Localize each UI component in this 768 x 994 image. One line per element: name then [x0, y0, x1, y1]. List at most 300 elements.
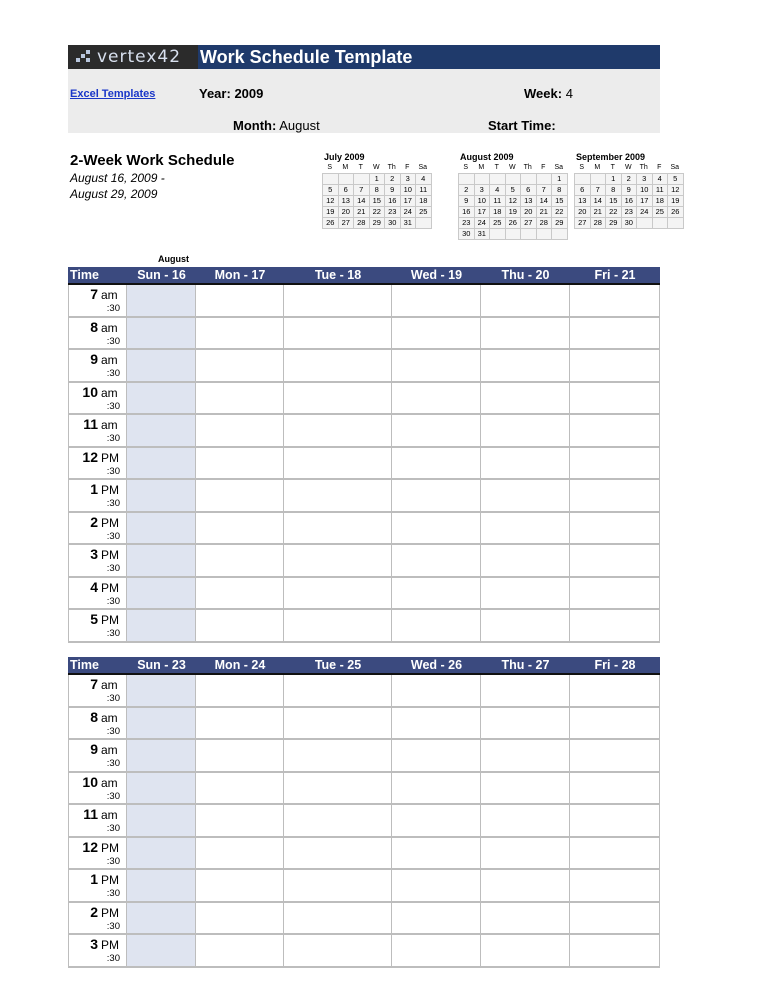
schedule-slot[interactable] — [392, 675, 481, 706]
mini-calendar-weekday: W — [372, 164, 380, 171]
hour-hour: 2 — [90, 903, 98, 920]
mini-calendar-day: 18 — [490, 207, 506, 218]
mini-calendar-day: 18 — [416, 196, 432, 207]
hour-hour: 12 — [82, 448, 98, 465]
mini-calendar-day — [668, 218, 684, 229]
schedule-slot[interactable] — [127, 935, 196, 966]
schedule-slot[interactable] — [481, 545, 570, 576]
logo-mark-icon — [76, 50, 92, 64]
schedule-slot[interactable] — [570, 870, 660, 901]
hour-half: :30 — [106, 628, 120, 639]
schedule-slot[interactable] — [127, 773, 196, 804]
schedule-slot[interactable] — [570, 350, 660, 381]
hour-cell — [68, 610, 127, 641]
mini-calendar-day: 22 — [370, 207, 386, 218]
mini-calendar-day: 27 — [339, 218, 355, 229]
hour-ampm: PM — [101, 905, 119, 920]
hour-half: :30 — [106, 595, 120, 607]
mini-calendar-day: 11 — [653, 185, 669, 196]
schedule-slot[interactable] — [481, 383, 570, 414]
schedule-slot[interactable] — [127, 350, 196, 381]
mini-calendar-august — [458, 152, 568, 240]
schedule-slot[interactable] — [392, 805, 481, 836]
hour-cell — [68, 545, 127, 576]
hour-hour: 7 — [90, 286, 98, 302]
mini-calendar-day: 7 — [354, 185, 370, 196]
year-field — [199, 86, 263, 101]
hour-half: :30 — [106, 823, 120, 834]
schedule-slot[interactable] — [481, 903, 570, 934]
mini-calendar-day: 28 — [591, 218, 607, 229]
mini-calendar-day: 9 — [459, 196, 475, 207]
schedule-slot[interactable] — [284, 675, 392, 706]
schedule-slot[interactable] — [392, 513, 481, 544]
mini-calendar-day: 19 — [323, 207, 339, 218]
schedule-slot[interactable] — [127, 805, 196, 836]
hour-half: :30 — [106, 498, 120, 509]
hour-hour: 7 — [90, 676, 98, 692]
schedule-slot[interactable] — [481, 448, 570, 479]
day-column-header: Thu - 20 — [501, 268, 550, 282]
schedule-slot[interactable] — [196, 675, 284, 706]
schedule-slot[interactable] — [481, 675, 570, 706]
hour-half: :30 — [106, 563, 120, 574]
mini-calendar-day: 18 — [653, 196, 669, 207]
schedule-slot[interactable] — [284, 870, 392, 901]
hour-ampm: am — [101, 775, 118, 790]
hour-hour: 12 — [82, 838, 98, 855]
schedule-slot[interactable] — [196, 350, 284, 381]
schedule-slot[interactable] — [196, 610, 284, 641]
mini-calendar-day: 23 — [459, 218, 475, 229]
mini-calendar-weekday: Th — [523, 164, 532, 171]
hour-ampm: PM — [101, 548, 119, 562]
mini-calendar-day: 14 — [591, 196, 607, 207]
table-month-label: August — [158, 254, 189, 264]
mini-calendar-day: 25 — [653, 207, 669, 218]
mini-calendar-weekday: T — [494, 164, 499, 171]
hour-hour: 4 — [90, 578, 98, 595]
schedule-slot[interactable] — [392, 610, 481, 641]
mini-calendar-weekday: M — [478, 164, 485, 171]
schedule-slot[interactable] — [481, 578, 570, 609]
schedule-slot[interactable] — [127, 318, 196, 349]
schedule-slot[interactable] — [127, 448, 196, 479]
week-field — [524, 86, 573, 101]
schedule-slot[interactable] — [481, 318, 570, 349]
mini-calendar-weekday: T — [610, 164, 615, 171]
mini-calendar-weekday: M — [342, 164, 349, 171]
hour-ampm: PM — [101, 613, 119, 627]
hour-row — [68, 675, 660, 708]
hour-row — [68, 740, 660, 773]
schedule-slot[interactable] — [570, 903, 660, 934]
schedule-slot[interactable] — [392, 448, 481, 479]
hour-cell — [68, 935, 127, 966]
schedule-slot[interactable] — [570, 708, 660, 739]
hour-half: :30 — [106, 855, 120, 867]
schedule-slot[interactable] — [284, 285, 392, 316]
hour-row — [68, 318, 660, 351]
schedule-slot[interactable] — [284, 513, 392, 544]
schedule-slot[interactable] — [127, 285, 196, 316]
schedule-slot[interactable] — [196, 935, 284, 966]
schedule-slot[interactable] — [284, 773, 392, 804]
mini-calendar-day: 24 — [475, 218, 491, 229]
schedule-slot[interactable] — [481, 285, 570, 316]
mini-calendar-day: 16 — [385, 196, 401, 207]
hour-ampm: am — [101, 320, 118, 335]
schedule-slot[interactable] — [481, 708, 570, 739]
schedule-slot[interactable] — [392, 383, 481, 414]
schedule-slot[interactable] — [196, 708, 284, 739]
mini-calendar-day: 9 — [385, 185, 401, 196]
mini-calendar-weekday: W — [508, 164, 516, 171]
schedule-slot[interactable] — [570, 285, 660, 316]
schedule-slot[interactable] — [392, 545, 481, 576]
schedule-slot[interactable] — [481, 350, 570, 381]
schedule-slot[interactable] — [284, 480, 392, 511]
schedule-slot[interactable] — [570, 448, 660, 479]
hour-cell — [68, 740, 127, 771]
mini-calendar-weekday: S — [327, 164, 333, 171]
schedule-slot[interactable] — [196, 448, 284, 479]
schedule-slot[interactable] — [127, 383, 196, 414]
hour-half: :30 — [106, 465, 120, 477]
hour-cell — [68, 578, 127, 609]
schedule-slot[interactable] — [196, 740, 284, 771]
schedule-slot[interactable] — [481, 513, 570, 544]
schedule-slot[interactable] — [392, 935, 481, 966]
mini-calendar-day: 19 — [506, 207, 522, 218]
schedule-slot[interactable] — [196, 545, 284, 576]
schedule-slot[interactable] — [570, 383, 660, 414]
schedule-slot[interactable] — [570, 740, 660, 771]
mini-calendar-day — [653, 218, 669, 229]
mini-calendar-day: 8 — [552, 185, 568, 196]
mini-calendar-day: 4 — [653, 174, 669, 185]
day-column-header: Sun - 23 — [137, 658, 186, 672]
schedule-slot[interactable] — [481, 870, 570, 901]
info-band — [68, 69, 660, 133]
mini-calendar-day — [521, 174, 537, 185]
hour-half: :30 — [106, 433, 120, 444]
mini-calendar-weekday: Sa — [670, 164, 680, 171]
schedule-slot[interactable] — [392, 870, 481, 901]
schedule-slot[interactable] — [284, 610, 392, 641]
schedule-slot[interactable] — [196, 415, 284, 446]
schedule-slot[interactable] — [570, 578, 660, 609]
hour-half: :30 — [106, 725, 120, 737]
mini-calendar-weekday: F — [541, 164, 546, 171]
hour-row — [68, 578, 660, 611]
schedule-slot[interactable] — [127, 708, 196, 739]
hour-ampm: am — [101, 743, 118, 757]
mini-calendar-day — [490, 174, 506, 185]
schedule-slot[interactable] — [196, 285, 284, 316]
mini-calendar-day: 10 — [401, 185, 417, 196]
schedule-slot[interactable] — [570, 318, 660, 349]
schedule-slot[interactable] — [570, 773, 660, 804]
schedule-slot[interactable] — [284, 708, 392, 739]
month-value[interactable]: August — [279, 118, 320, 133]
schedule-slot[interactable] — [127, 545, 196, 576]
mini-calendar-weekday: Sa — [418, 164, 428, 171]
mini-calendar-days — [458, 173, 568, 240]
month-label: Month: — [233, 118, 277, 133]
mini-calendar-day: 26 — [668, 207, 684, 218]
schedule-slot[interactable] — [570, 610, 660, 641]
hour-hour: 1 — [90, 871, 98, 887]
schedule-slot[interactable] — [284, 350, 392, 381]
hour-half: :30 — [106, 953, 120, 964]
start-time-field — [488, 118, 556, 133]
hour-half: :30 — [106, 758, 120, 769]
schedule-slot[interactable] — [392, 903, 481, 934]
hour-cell — [68, 415, 127, 446]
mini-calendar-day: 26 — [506, 218, 522, 229]
mini-calendar-day: 2 — [385, 174, 401, 185]
mini-calendar-day — [490, 229, 506, 240]
mini-calendar-day: 20 — [521, 207, 537, 218]
schedule-slot[interactable] — [196, 513, 284, 544]
mini-calendar-day: 12 — [323, 196, 339, 207]
schedule-slot[interactable] — [392, 578, 481, 609]
schedule-slot[interactable] — [196, 903, 284, 934]
hour-half: :30 — [106, 368, 120, 379]
schedule-slot[interactable] — [570, 545, 660, 576]
schedule-slot[interactable] — [570, 480, 660, 511]
mini-calendar-september — [574, 152, 684, 229]
mini-calendar-weekdays — [458, 163, 568, 173]
schedule-slot[interactable] — [481, 935, 570, 966]
schedule-slot[interactable] — [196, 870, 284, 901]
mini-calendar-day — [506, 229, 522, 240]
hour-row — [68, 838, 660, 871]
day-column-header: Tue - 25 — [314, 658, 362, 672]
schedule-slot[interactable] — [196, 480, 284, 511]
hour-hour: 9 — [90, 351, 98, 367]
hour-ampm: am — [101, 353, 118, 367]
hour-cell — [68, 318, 127, 349]
mini-calendar-day: 30 — [622, 218, 638, 229]
schedule-slot[interactable] — [196, 805, 284, 836]
mini-calendar-day — [552, 229, 568, 240]
schedule-slot[interactable] — [570, 805, 660, 836]
mini-calendar-day: 24 — [401, 207, 417, 218]
vertex42-logo[interactable] — [68, 45, 198, 69]
schedule-slot[interactable] — [392, 708, 481, 739]
day-column-header: Sun - 16 — [137, 268, 186, 282]
schedule-slot[interactable] — [127, 578, 196, 609]
schedule-slot[interactable] — [570, 675, 660, 706]
mini-calendar-day: 29 — [370, 218, 386, 229]
hour-hour: 9 — [90, 741, 98, 757]
mini-calendar-day: 24 — [637, 207, 653, 218]
schedule-slot[interactable] — [284, 448, 392, 479]
week-1-schedule — [68, 267, 660, 643]
schedule-slot[interactable] — [392, 740, 481, 771]
schedule-slot[interactable] — [127, 870, 196, 901]
schedule-slot[interactable] — [127, 415, 196, 446]
mini-calendar-day: 1 — [370, 174, 386, 185]
schedule-slot[interactable] — [284, 545, 392, 576]
mini-calendar-title: August 2009 — [460, 152, 514, 162]
schedule-slot[interactable] — [196, 578, 284, 609]
mini-calendar-day: 5 — [506, 185, 522, 196]
schedule-range — [70, 170, 165, 202]
year-value[interactable]: 2009 — [234, 86, 264, 101]
mini-calendar-day: 27 — [521, 218, 537, 229]
hour-ampm: am — [101, 385, 118, 400]
mini-calendar-day — [323, 174, 339, 185]
mini-calendar-day: 9 — [622, 185, 638, 196]
hour-half: :30 — [106, 920, 120, 932]
hour-hour: 5 — [90, 611, 98, 627]
schedule-slot[interactable] — [481, 610, 570, 641]
hour-hour: 8 — [90, 318, 98, 335]
schedule-slot[interactable] — [284, 805, 392, 836]
mini-calendar-day: 26 — [323, 218, 339, 229]
schedule-slot[interactable] — [570, 935, 660, 966]
schedule-slot[interactable] — [127, 610, 196, 641]
schedule-slot[interactable] — [481, 773, 570, 804]
schedule-slot[interactable] — [196, 773, 284, 804]
year-label: Year: — [199, 86, 231, 101]
hour-half: :30 — [106, 400, 120, 412]
day-column-header: Fri - 28 — [594, 658, 636, 672]
day-column-header: Wed - 26 — [410, 658, 463, 672]
mini-calendar-day: 30 — [459, 229, 475, 240]
schedule-slot[interactable] — [127, 513, 196, 544]
schedule-slot[interactable] — [127, 903, 196, 934]
day-column-header: Wed - 19 — [410, 268, 463, 282]
schedule-slot[interactable] — [392, 838, 481, 869]
mini-calendar-day: 8 — [606, 185, 622, 196]
hour-row — [68, 903, 660, 936]
mini-calendar-day: 23 — [622, 207, 638, 218]
schedule-slot[interactable] — [284, 903, 392, 934]
schedule-slot[interactable] — [127, 740, 196, 771]
week-value[interactable]: 4 — [565, 86, 573, 101]
mini-calendar-day: 17 — [637, 196, 653, 207]
mini-calendar-weekdays — [322, 163, 432, 173]
hour-half: :30 — [106, 335, 120, 347]
hour-row — [68, 350, 660, 383]
mini-calendar-day: 14 — [354, 196, 370, 207]
mini-calendar-day — [416, 218, 432, 229]
mini-calendar-weekday: Th — [639, 164, 648, 171]
schedule-slot[interactable] — [392, 285, 481, 316]
schedule-slot[interactable] — [284, 838, 392, 869]
hour-ampm: PM — [101, 873, 119, 887]
hour-row — [68, 773, 660, 806]
mini-calendar-weekday: Sa — [554, 164, 564, 171]
mini-calendar-day: 28 — [537, 218, 553, 229]
schedule-slot[interactable] — [284, 318, 392, 349]
schedule-slot[interactable] — [284, 383, 392, 414]
mini-calendar-day — [506, 174, 522, 185]
mini-calendar-day — [354, 174, 370, 185]
schedule-slot[interactable] — [570, 415, 660, 446]
mini-calendar-day: 3 — [637, 174, 653, 185]
hour-hour: 3 — [90, 936, 98, 952]
mini-calendar-day — [637, 218, 653, 229]
schedule-slot[interactable] — [392, 480, 481, 511]
mini-calendar-day — [575, 174, 591, 185]
hour-cell — [68, 480, 127, 511]
hour-hour: 2 — [90, 513, 98, 530]
mini-calendar-title: July 2009 — [324, 152, 365, 162]
hour-ampm: PM — [101, 580, 119, 595]
mini-calendar-day: 21 — [591, 207, 607, 218]
time-column-header: Time — [70, 658, 99, 672]
schedule-slot[interactable] — [284, 740, 392, 771]
schedule-slot[interactable] — [481, 838, 570, 869]
schedule-slot[interactable] — [127, 838, 196, 869]
schedule-slot[interactable] — [481, 740, 570, 771]
schedule-slot[interactable] — [284, 578, 392, 609]
schedule-slot[interactable] — [284, 935, 392, 966]
mini-calendar-day: 8 — [370, 185, 386, 196]
mini-calendar-day: 10 — [637, 185, 653, 196]
mini-calendar-day: 29 — [606, 218, 622, 229]
mini-calendar-day: 12 — [668, 185, 684, 196]
schedule-slot[interactable] — [196, 838, 284, 869]
mini-calendar-day: 13 — [521, 196, 537, 207]
excel-templates-link[interactable]: Excel Templates — [70, 88, 156, 100]
hour-hour: 11 — [83, 416, 98, 432]
schedule-slot[interactable] — [481, 415, 570, 446]
mini-calendar-day: 5 — [323, 185, 339, 196]
schedule-slot[interactable] — [392, 318, 481, 349]
mini-calendar-day: 29 — [552, 218, 568, 229]
mini-calendar-day: 30 — [385, 218, 401, 229]
week-header-row — [68, 267, 660, 285]
mini-calendar-weekday: Th — [387, 164, 396, 171]
schedule-slot[interactable] — [284, 415, 392, 446]
hour-cell — [68, 350, 127, 381]
hour-cell — [68, 513, 127, 544]
mini-calendar-weekday: F — [657, 164, 662, 171]
schedule-slot[interactable] — [196, 383, 284, 414]
schedule-slot[interactable] — [196, 318, 284, 349]
schedule-slot[interactable] — [481, 480, 570, 511]
mini-calendar-day: 11 — [490, 196, 506, 207]
hour-cell — [68, 870, 127, 901]
schedule-slot[interactable] — [127, 480, 196, 511]
hour-half: :30 — [106, 530, 120, 542]
start-time-label: Start Time: — [488, 118, 556, 133]
hour-cell — [68, 675, 127, 706]
title-bar — [68, 45, 660, 69]
schedule-slot[interactable] — [392, 350, 481, 381]
schedule-slot[interactable] — [570, 513, 660, 544]
mini-calendar-day: 3 — [475, 185, 491, 196]
hour-hour: 3 — [90, 546, 98, 562]
mini-calendar-day: 6 — [521, 185, 537, 196]
hour-ampm: am — [101, 710, 118, 725]
hour-half: :30 — [106, 303, 120, 314]
mini-calendar-weekdays — [574, 163, 684, 173]
mini-calendar-weekday: S — [463, 164, 469, 171]
mini-calendar-title: September 2009 — [576, 152, 646, 162]
schedule-slot[interactable] — [127, 675, 196, 706]
schedule-slot[interactable] — [481, 805, 570, 836]
schedule-slot[interactable] — [392, 415, 481, 446]
schedule-slot[interactable] — [570, 838, 660, 869]
schedule-slot[interactable] — [392, 773, 481, 804]
